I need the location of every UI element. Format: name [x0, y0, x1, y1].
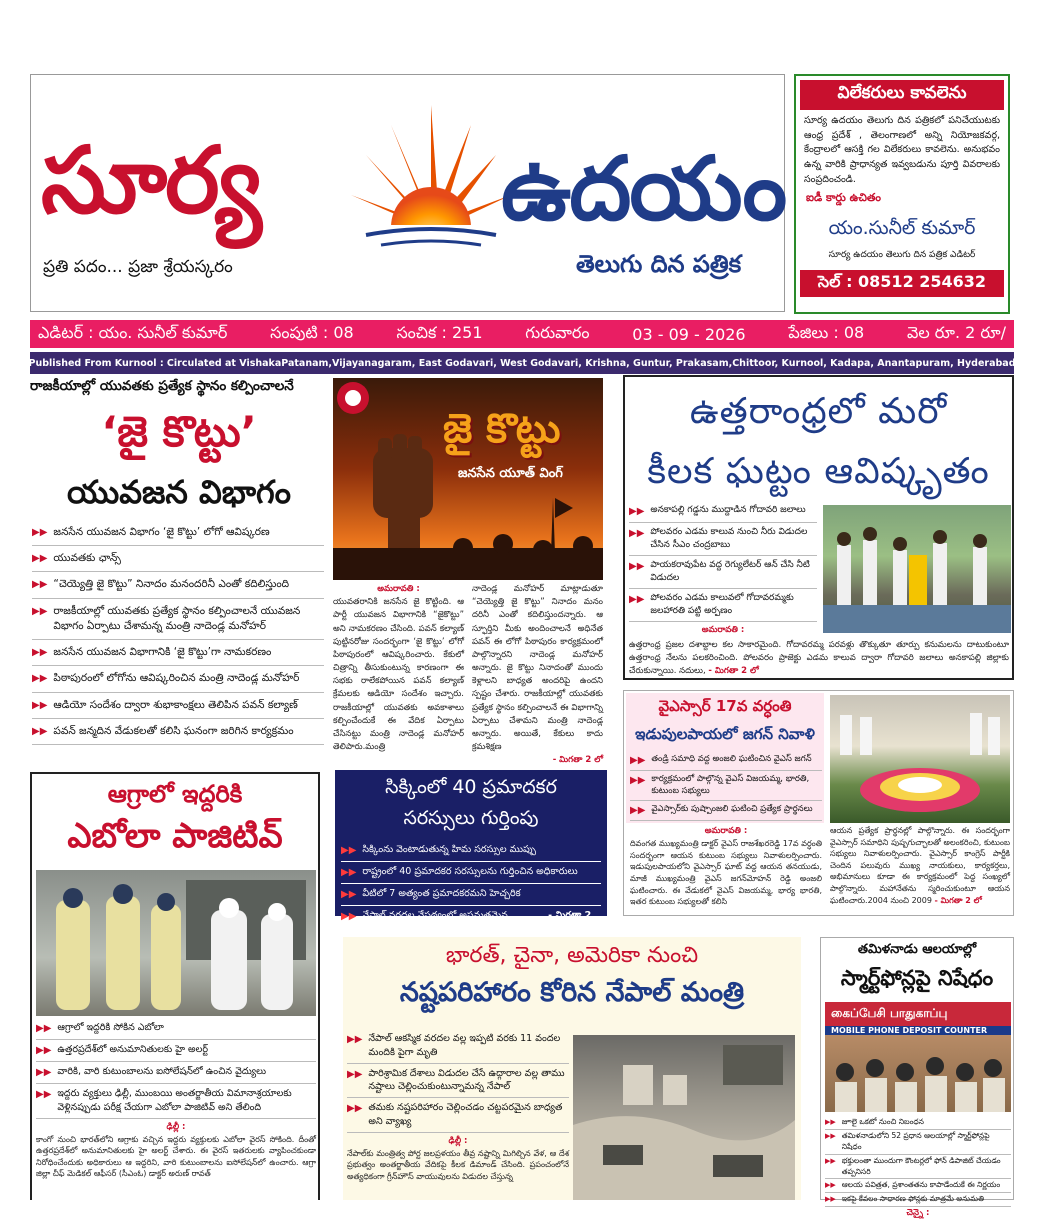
ad-cell-number: సెల్ : 08512 254632	[800, 270, 1004, 297]
story7-kicker: తమిళనాడు ఆలయాల్లో	[857, 942, 977, 957]
nepal-flood-photo	[573, 1035, 795, 1200]
story-uttarandhra	[623, 375, 1014, 680]
issue-label: సంచిక : 251	[396, 322, 483, 342]
story4-headline2: ఎబోలా పాజిటివ్	[67, 816, 283, 856]
story3-body-left-block	[630, 825, 822, 908]
ysr-ghat-photo	[830, 695, 1010, 823]
story2-bullets	[629, 501, 817, 637]
story2-body: ఉత్తరాంధ్ర ప్రజల దశాబ్దాల కల సాకారమైంది. గోదావరమ్మ పరవళ్లు తొక్కుతూ తూర్పు కనుమలను దాటుకుంటూ ఉత్తరాంధ్ర నేలను పలకరించింది. పోలవరం ప్రాజెక్టు ఎడమ కాలువ ద్వారా గోదావరి జలాలు అనకాపల్లి జిల్లాకు చేరుకున్నాయి. నదులు, - మిగతా 2 లో	[629, 640, 1009, 677]
story1-headline2: యువజన విభాగం	[67, 473, 291, 511]
story-jai-kottu-headline-block	[30, 378, 328, 519]
poster-title: జై కొట్టు	[443, 406, 561, 452]
list-item: ▶▶ జనసేన యువజన విభాగానికి ‘జై కొట్టు’గా నామకరణం	[32, 640, 324, 666]
list-item: ▶▶ పోలవరం ఎడమ కాలువ నుంచి నీరు విడుదల చేసిన సీఎం చంద్రబాబు	[629, 523, 817, 556]
masthead-tagline: ప్రతి పదం... ప్రజా శ్రేయస్కరం	[43, 257, 233, 277]
date-label: 03 - 09 - 2026	[632, 324, 746, 344]
list-item: ▶▶ తండ్రి సమాధి వద్ద అంజలి ఘటించిన వైఎస్ జగన్	[630, 751, 822, 771]
ad-contact-role: సూర్య ఉదయం తెలుగు దిన పత్రిక ఎడిటర్	[828, 249, 976, 260]
story1-kicker: రాజకీయాల్లో యువతకు ప్రత్యేక స్థానం కల్పించాలనే	[30, 378, 294, 394]
story7-dateline: చెన్నై :	[906, 1208, 930, 1219]
story6-body: నేపాల్‌కు మంత్రిత్వ పోర్ట జలప్రళయం తీవ్ర నష్టాన్ని మిగిల్చిన వేళ, ఆ దేశ ప్రభుత్వం అంతర్జాతీయ వేదికపై కీలక డిమాండ్ చేసింది. ప్రపంచంలోనే అత్యధికంగా గ్రీన్‌హౌస్ వాయువులను విడుదల చేస్తున్న	[347, 1148, 569, 1181]
list-item: ▶▶ యువతకు ఛాన్స్	[32, 546, 324, 572]
story-nepal-compensation	[343, 937, 801, 1200]
list-item: ▶▶ ఇకపై కేవలం సాధారణ ఫోన్లకు మాత్రమే అనుమతి	[825, 1193, 1011, 1207]
pages-label: పేజిలు : 08	[788, 322, 865, 342]
recruitment-ad	[794, 74, 1010, 314]
list-item: ▶▶ పోలవరం ఎడమ కాలువలో గోదావరమ్మకు జలహారతి పట్టి అర్పణం	[629, 589, 817, 622]
story3-body-left: దివంగత ముఖ్యమంత్రి డాక్టర్ వైఎస్ రాజశేఖరరెడ్డి 17వ వర్ధంతి సందర్భంగా ఆయన కుటుంబ సభ్యులు నివాళులర్పించారు. ఇడుపులపాయలోని వైఎస్సార్ ఘాట్ వద్ద ఆయన తనయుడు, మాజీ ముఖ్యమంత్రి వైఎస్ జగన్‌మోహన్ రెడ్డి అంజలి ఘటించారు. ఈ వేడుకలో వైఎస్ విజయమ్మ, భార్య భారతి, ఇతర కుటుంబ సభ్యులతో కలిసి	[630, 839, 822, 907]
story2-dateline: అమరావతి :	[701, 625, 745, 636]
list-item: ▶▶ రాష్ట్రంలో 40 ప్రమాదకర సరస్సులను గుర్తించిన అధికారులు	[341, 862, 601, 884]
story-temple-phone-ban	[820, 937, 1014, 1219]
list-item: ▶▶ తమిళనాడులోని 52 ప్రధాన ఆలయాల్లో స్మార్ట్‌ఫోన్లపై నిషేధం	[825, 1130, 1011, 1155]
story4-headline1: ఆగ్రాలో ఇద్దరికి	[107, 780, 243, 808]
list-item: ▶▶ సిక్కింను వెంటాడుతున్న హిమ సరస్సుల ముప్పు	[341, 840, 601, 862]
list-item: ▶▶ రాజకీయాల్లో యువతకు ప్రత్యేక స్థానం కల్పించాలనే యువజన విభాగం ఏర్పాటు చేశామన్న మంత్రి నాదెండ్ల మనోహర్	[32, 599, 324, 640]
editor-label: ఎడిటర్ : యం. సునీల్ కుమార్	[38, 322, 228, 342]
list-item: ▶▶ ఆలయ పవిత్రత, ప్రశాంతతను కాపాడేందుకే ఈ నిర్ణయం	[825, 1179, 1011, 1193]
story6-headline1: భారత్, చైనా, అమెరికా నుంచి	[445, 943, 699, 968]
story3-body-right: ఆయన ప్రత్యేక ప్రార్థనల్లో పాల్గొన్నారు. ఈ సందర్భంగా వైఎస్సార్ సమాధిని పుష్పగుచ్ఛాలతో అలంకరించి, కుటుంబ సభ్యులు నివాళులర్పించారు. వైఎస్సార్ కాంగ్రెస్ పార్టీకి చెందిన పలువురు ముఖ్య నాయకులు, కార్యకర్తలు, అభిమానులు కూడా ఈ కార్యక్రమంలో పెద్ద సంఖ్యలో పాల్గొన్నారు. మహానేతను స్మరించుకుంటూ ఆయన ఘటించారు.2004 నుంచి 2009 - మిగతా 2 లో	[830, 826, 1010, 905]
mobile-deposit-counter-photo	[825, 1002, 1011, 1112]
ad-heading: విలేకరులు కావలెను	[800, 80, 1004, 110]
ad-body: సూర్య ఉదయం తెలుగు దిన పత్రికలో పనిచేయుటకు ఆంధ్ర ప్రదేశ్ , తెలంగాణలో అన్ని నియోజకవర్గ, కేంద్రాలలో ఆసక్తి గల విలేకరులు కావలెను. అనుభవం ఉన్న వారికి ప్రాధాన్యత ఇవ్వబడును పూర్తి వివరాలకు సంప్రదించండి.	[804, 115, 1000, 185]
story-sikkim-lakes	[335, 770, 607, 935]
story1-body-right: నాదెండ్ల మనోహర్ మాట్లాడుతూ “చెయ్యెత్తి జై కొట్టు” నినాదం మనం దరినీ ఎంతో కదిలిస్తుందన్నారు. ఆ స్ఫూర్తిని మీకు అందించాలనే అధినేత పవన్ ఈ లోగో పిఠాపురం కార్యక్రమంలో పాల్గొన్నారని నాదెండ్ల మనోహర్ అన్నారు. జై కొట్టు నినాదంతో ముందు కెళ్లాలని బాధ్యత అందరిపై ఉందని స్పష్టం చేశారు. రాజకీయాల్లో యువతకు ప్రత్యేక స్థానం కల్పించాలనే ఈ విభాగాన్ని ఏర్పాటు చేశామని మంత్రి నాదెండ్ల అన్నారు. అయితే, కేకులు కాదు క్రమశిక్షణ	[472, 584, 603, 753]
ad-contact-name: యం.సునీల్ కుమార్	[828, 216, 976, 239]
story3-bullets	[630, 751, 822, 821]
photo-sign-english: MOBILE PHONE DEPOSIT COUNTER	[825, 1026, 1011, 1035]
masthead-title-part1: సూర్య	[41, 127, 260, 234]
list-item: ▶▶ కార్యక్రమంలో పాల్గొన్న వైఎస్ విజయమ్మ, భారతి, కుటుంబ సభ్యులు	[630, 771, 822, 801]
story7-bullets	[825, 1116, 1011, 1220]
list-item: ▶▶ వీటిలో 7 అత్యంత ప్రమాదకరమని హెచ్చరిక	[341, 884, 601, 906]
list-item: ▶▶ తమకు నష్టపరిహారం చెల్లించడం చట్టపరమైన బాధ్యత అని వ్యాఖ్య	[347, 1098, 569, 1133]
story5-more: - మిగతా 2 లో	[548, 910, 592, 935]
story4-body: కాంగో నుంచి భారత్‌లోని ఆగ్రాకు వచ్చిన ఇద్దరు వ్యక్తులకు ఎబోలా వైరస్ సోకింది. దీంతో ఉత్తరప్రదేశ్‌లో అనుమానితులకు హై అలర్ట్ చేశారు. ఈ వైరస్ ఇతరులకు వ్యాపించకుండా నిరోధించేందుకు అధికారులు ఆ ఇద్దరిని, వారి కుటుంబాలను ఐసోలేషన్‌లో ఉంచారు. ఆగ్రా జిల్లా చీఫ్ మెడికల్ ఆఫీసర్ (సీఎంఓ) డాక్టర్ అరుణ్ రావత్	[36, 1134, 316, 1179]
godavari-event-photo	[823, 505, 1011, 633]
story6-dateline: ఢిల్లీ :	[448, 1135, 468, 1146]
story4-bullets	[36, 1018, 316, 1180]
ad-free-id: ఐడీ కార్డు ఉచితం	[806, 190, 882, 204]
list-item: ▶▶ వారికి, వారి కుటుంబాలను ఐసోలేషన్‌లో ఉంచిన వైద్యులు	[36, 1062, 316, 1084]
list-item: ▶▶ అనకాపల్లి గడ్డను ముద్దాడిన గోదావరి జలాలు	[629, 501, 817, 523]
list-item: ▶▶ ఆడియో సందేశం ద్వారా శుభాకాంక్షలు తెలిపిన పవన్ కల్యాణ్	[32, 693, 324, 719]
story2-more: - మిగతా 2 లో	[708, 666, 759, 677]
story3-more: - మిగతా 2 లో	[934, 895, 982, 905]
story3-body-right-block	[830, 825, 1010, 906]
list-item: ▶▶ జనసేన యువజన విభాగం ‘జై కొట్టు’ లోగో ఆవిష్కరణ	[32, 520, 324, 546]
masthead-title-part2: ఉదయం	[501, 137, 786, 240]
story6-bullets	[347, 1029, 569, 1183]
poster-subtitle: జనసేన యూత్ వింగ్	[458, 466, 563, 481]
photo-sign-tamil: கைப்பேசி பாதுகாப்பு	[831, 1006, 948, 1020]
story2-headline2: కీలక ఘట్టం ఆవిష్కృతం	[647, 451, 990, 492]
list-item: ▶▶ పిఠాపురంలో లోగోను ఆవిష్కరించిన మంత్రి నాదెండ్ల మనోహర్	[32, 666, 324, 692]
story1-headline1: ‘జై కొట్టు’	[101, 407, 257, 456]
story2-headline1: ఉత్తరాంధ్రలో మరో	[689, 391, 948, 432]
list-item: ▶▶ ఇద్దరు వ్యక్తులు ఢిల్లీ, ముంబయి అంతర్జాతీయ విమానాశ్రయాలకు వెళ్లినప్పుడు పరీక్ష చేయగా ఎబోలా పాజిటివ్ అని తేలింది	[36, 1084, 316, 1119]
story6-headline2: నష్టపరిహారం కోరిన నేపాల్ మంత్రి	[399, 977, 745, 1008]
story3-dateline: అమరావతి :	[704, 826, 748, 836]
masthead	[30, 74, 785, 312]
story1-more: - మిగతా 2 లో	[552, 755, 603, 766]
list-item: ▶▶ పాయకరావుపేట వద్ద రెగ్యులేటర్ ఆన్ చేసి నీటి విడుదల	[629, 556, 817, 589]
list-item: ▶▶ వైఎస్సార్‌కు పుష్పాంజలి ఘటించి ప్రత్యేక ప్రార్థనలు	[630, 801, 822, 821]
issue-info-bar	[30, 320, 1014, 348]
story1-bullets	[32, 520, 324, 745]
list-item: ▶▶ పవన్ జన్మదిన వేడుకలతో కలిసి ఘనంగా జరిగిన కార్యక్రమం	[32, 719, 324, 745]
list-item: ▶▶ భక్తులంతా ముందుగా కౌంటర్లలో ఫోన్ డిపాజిట్ చేయడం తప్పనిసరి	[825, 1155, 1011, 1180]
list-item: ▶▶ నేపాల్ వరదల నేపథ్యంలో అప్రమత్తమైన యంత్రాంగం - మిగతా 2 లో	[341, 906, 601, 940]
list-item: ▶▶ జూలై ఒకటో నుంచి నిబంధన	[825, 1116, 1011, 1130]
list-item: ▶▶ “చెయ్యెత్తి జై కొట్టు” నినాదం మనందరినీ ఎంతో కదిలిస్తుంది	[32, 572, 324, 598]
price-label: వెల రూ. 2 రూ/	[906, 322, 1006, 342]
story5-headline1: సిక్కింలో 40 ప్రమాదకర	[385, 776, 557, 798]
story-ysr-anniversary	[623, 690, 1014, 916]
story3-headline1: వైఎస్సార్ 17వ వర్ధంతి	[658, 697, 792, 715]
volume-label: సంపుటి : 08	[270, 322, 354, 342]
story1-body-left: యువతరానికి జనసేన జై కొట్టింది. ఆ పార్టీ యువజన విభాగానికి “జైకొట్టు” అని నామకరణం చేసింది. పవన్ కల్యాణ్ పుట్టినరోజు సందర్భంగా ‘జై కొట్టు’ లోగో పిఠాపురంలో ఆవిష్కరించారు. కేకులో చిత్రాన్ని తీసుకుంటున్న కారణంగా ఈ సభకు రాలేకపోయిన పవన్ కల్యాణ్ క్రేమలకు ఆడియో సందేశం ఇచ్చారు. రాజకీయాల్లో యువతకు అవకాశాలు కల్పించేందుకే ఈ వేదిక ఏర్పాటు చేసినట్టు మంత్రి నాదెండ్ల మనోహర్ తెలిపారు.మంత్రి	[333, 597, 464, 753]
publication-bar: Published From Kurnool : Circulated at VishakaPatanam,Vijayanagaram, East Godavari, West Godavari, Krishna, Guntur, Prakasam,Chittoor, Kurnool, Kadapa, Anantapuram, Hyderabad	[30, 352, 1014, 374]
story5-headline2: సరస్సులు గుర్తింపు	[403, 807, 539, 829]
story3-headline2: ఇడుపులపాయలో జగన్ నివాళి	[635, 725, 815, 743]
story4-dateline: ఢిల్లీ :	[166, 1121, 186, 1132]
story-ebola	[30, 772, 320, 1200]
rising-sun-logo	[346, 95, 516, 295]
story7-headline: స్మార్ట్‌ఫోన్లపై నిషేధం	[840, 966, 994, 990]
day-label: గురువారం	[525, 322, 590, 342]
story1-dateline: అమరావతి :	[377, 584, 420, 594]
list-item: ▶▶ పారిశ్రామిక దేశాలు విడుదల చేసే ఉద్గారాల వల్ల తాము నష్టాలు చెల్లించుకుంటున్నామన్న నేపాల్	[347, 1064, 569, 1099]
list-item: ▶▶ నేపాల్ ఆకస్మిక వరదల వల్ల ఇప్పటి వరకు 11 వందల మందికి పైగా మృతి	[347, 1029, 569, 1064]
story1-body	[333, 583, 603, 767]
list-item: ▶▶ ఆగ్రాలో ఇద్దరికి సోకిన ఎబోలా	[36, 1018, 316, 1040]
masthead-subtitle: తెలుగు దిన పత్రిక	[576, 250, 742, 278]
ebola-hazmat-photo	[36, 870, 316, 1016]
jai-kottu-poster	[333, 378, 603, 580]
list-item: ▶▶ ఉత్తరప్రదేశ్‌లో అనుమానితులకు హై అలర్ట్	[36, 1040, 316, 1062]
